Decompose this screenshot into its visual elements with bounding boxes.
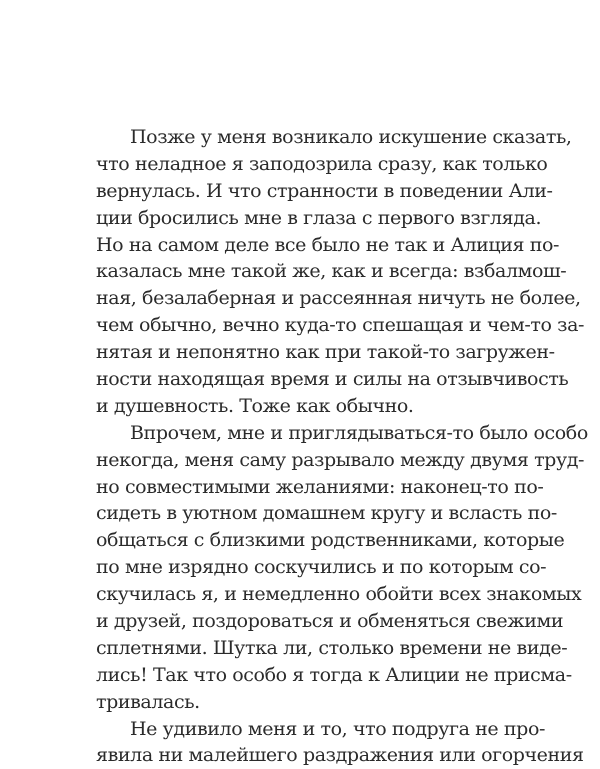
text-line: казалась мне такой же, как и всегда: взбалмош- bbox=[96, 260, 567, 283]
text-line: лись! Так что особо я тогда к Алиции не присма- bbox=[96, 663, 572, 686]
paragraph-1 bbox=[96, 124, 585, 420]
text-line: общаться с близкими родственниками, которые bbox=[96, 529, 565, 552]
text-line: тривалась. bbox=[96, 690, 200, 713]
text-line: явила ни малейшего раздражения или огорчения bbox=[96, 744, 584, 767]
text-line: Впрочем, мне и приглядываться-то было особо bbox=[130, 421, 588, 444]
text-line: сплетнями. Шутка ли, столько времени не виде- bbox=[96, 636, 568, 659]
text-line: сидеть в уютном домашнем кругу и всласть по- bbox=[96, 502, 557, 525]
text-line: Но на самом деле все было не так и Алиция по- bbox=[96, 233, 560, 256]
text-line: нятая и непонятно как при такой-то загружен- bbox=[96, 341, 555, 364]
text-line: и душевность. Тоже как обычно. bbox=[96, 394, 414, 417]
text-line: чем обычно, вечно куда-то спешащая и чем-то за- bbox=[96, 314, 585, 337]
text-line: скучилась я, и немедленно обойти всех знакомых bbox=[96, 583, 582, 606]
body-text bbox=[96, 124, 588, 769]
text-line: что неладное я заподозрила сразу, как только bbox=[96, 152, 548, 175]
text-line: но совместимыми желаниями: наконец-то по- bbox=[96, 475, 544, 498]
paragraph-2 bbox=[96, 420, 588, 716]
text-line: по мне изрядно соскучились и по которым со- bbox=[96, 556, 547, 579]
text-line: вернулась. И что странности в поведении Али- bbox=[96, 179, 553, 202]
paragraph-3 bbox=[96, 716, 584, 769]
text-line: ная, безалаберная и рассеянная ничуть не более, bbox=[96, 287, 581, 310]
text-line: Позже у меня возникало искушение сказать, bbox=[130, 126, 572, 148]
text-line: некогда, меня саму разрывало между двумя труд- bbox=[96, 448, 585, 471]
text-line: ности находящая время и силы на отзывчивость bbox=[96, 368, 569, 391]
text-line: ции бросились мне в глаза с первого взгляда. bbox=[96, 206, 542, 229]
text-line: Не удивило меня и то, что подруга не про- bbox=[130, 717, 545, 740]
text-line: и друзей, поздороваться и обменяться свежими bbox=[96, 610, 564, 633]
